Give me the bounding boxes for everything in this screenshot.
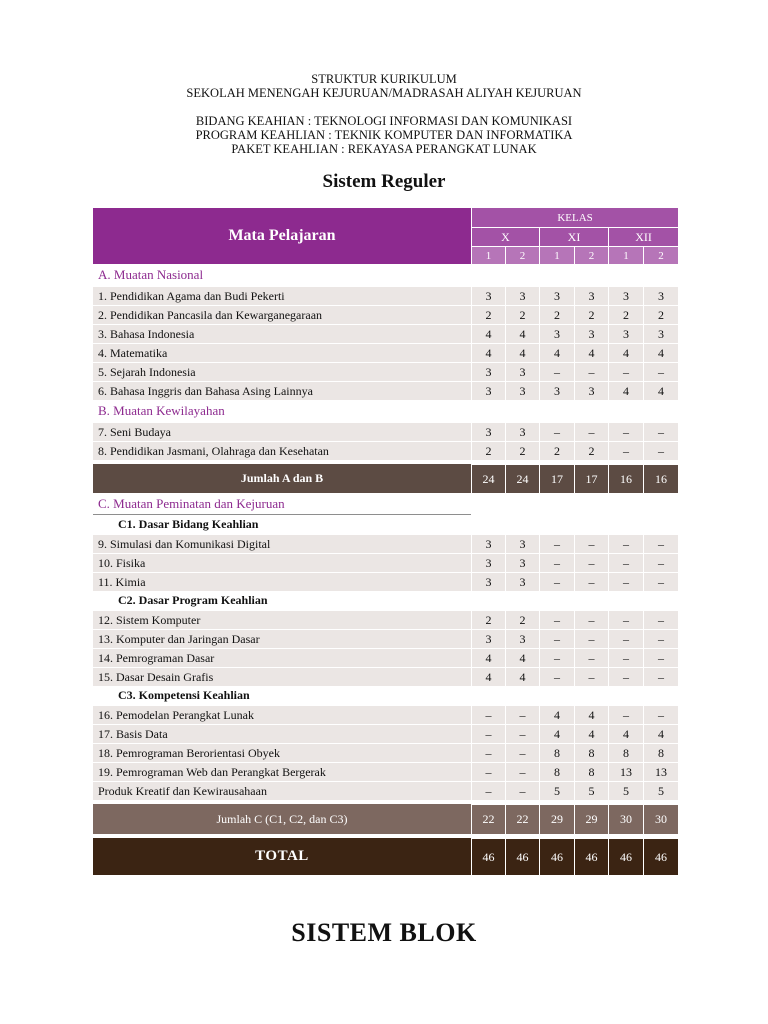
hours-cell: 3: [505, 381, 539, 400]
subject-name: Produk Kreatif dan Kewirausahaan: [93, 781, 471, 800]
subject-name: 9. Simulasi dan Komunikasi Digital: [93, 534, 471, 553]
hours-cell: 5: [574, 781, 608, 800]
subject-name: 5. Sejarah Indonesia: [93, 362, 471, 381]
hours-cell: 3: [505, 286, 539, 305]
hours-cell: 3: [505, 422, 539, 441]
table-row: [93, 762, 678, 781]
hours-cell: 4: [539, 705, 574, 724]
hours-cell: –: [539, 629, 574, 648]
hours-cell: 3: [505, 362, 539, 381]
hours-cell: –: [608, 705, 643, 724]
hours-cell: 3: [505, 534, 539, 553]
hours-cell: 8: [539, 762, 574, 781]
section-a-heading: [93, 264, 678, 286]
curriculum-table: [93, 208, 678, 875]
sum-ab-row: [93, 464, 678, 493]
hours-cell: –: [471, 781, 505, 800]
hours-cell: –: [471, 705, 505, 724]
table-row: [93, 422, 678, 441]
sum-c-row-label: Jumlah C (C1, C2, dan C3): [93, 804, 471, 834]
section-filler: [471, 493, 678, 515]
kelas-header: KELAS: [471, 208, 678, 227]
c2-heading-label: C2. Dasar Program Keahlian: [118, 593, 268, 607]
total-row-value: 46: [471, 838, 505, 875]
hours-cell: 4: [539, 343, 574, 362]
hours-cell: 3: [643, 286, 678, 305]
sum-c-row-value: 30: [643, 804, 678, 834]
hours-cell: –: [608, 667, 643, 686]
hours-cell: 4: [608, 381, 643, 400]
hours-cell: 3: [471, 534, 505, 553]
hours-cell: 4: [471, 324, 505, 343]
subject-name: 13. Komputer dan Jaringan Dasar: [93, 629, 471, 648]
hours-cell: 13: [608, 762, 643, 781]
sum-ab-row-value: 17: [539, 464, 574, 493]
hours-cell: 4: [505, 648, 539, 667]
hours-cell: 4: [608, 343, 643, 362]
hours-cell: 4: [574, 343, 608, 362]
table-row: [93, 667, 678, 686]
document-header-program: [0, 114, 768, 156]
hours-cell: 4: [505, 343, 539, 362]
header-line-4: PROGRAM KEAHLIAN : TEKNIK KOMPUTER DAN INFORMATIKA: [195, 128, 573, 142]
hours-cell: –: [643, 705, 678, 724]
hours-cell: –: [471, 743, 505, 762]
hours-cell: –: [471, 762, 505, 781]
hours-cell: –: [574, 422, 608, 441]
total-row: [93, 838, 678, 875]
hours-cell: –: [608, 648, 643, 667]
table-row: [93, 324, 678, 343]
hours-cell: –: [505, 743, 539, 762]
hours-cell: 3: [471, 381, 505, 400]
hours-cell: 3: [471, 629, 505, 648]
grade-header: XII: [608, 227, 678, 246]
hours-cell: 2: [643, 305, 678, 324]
sistem-blok-title: SISTEM BLOK: [291, 918, 477, 947]
table-row: [93, 553, 678, 572]
hours-cell: 4: [505, 667, 539, 686]
hours-cell: 4: [471, 343, 505, 362]
hours-cell: –: [643, 610, 678, 629]
hours-cell: –: [608, 629, 643, 648]
sum-ab-row-label: Jumlah A dan B: [93, 464, 471, 493]
table-row: [93, 648, 678, 667]
hours-cell: 3: [471, 422, 505, 441]
hours-cell: –: [539, 572, 574, 591]
header-line-5: PAKET KEAHLIAN : REKAYASA PERANGKAT LUNAK: [231, 142, 537, 156]
c1-heading-label: C1. Dasar Bidang Keahlian: [118, 517, 259, 531]
hours-cell: 13: [643, 762, 678, 781]
hours-cell: –: [505, 781, 539, 800]
hours-cell: 3: [574, 286, 608, 305]
section-title: Sistem Reguler: [322, 171, 446, 192]
subject-name: 8. Pendidikan Jasmani, Olahraga dan Kesehatan: [93, 441, 471, 460]
hours-cell: –: [643, 362, 678, 381]
hours-cell: 3: [471, 553, 505, 572]
curriculum-table-container: [93, 208, 678, 875]
sum-c-row-value: 29: [539, 804, 574, 834]
hours-cell: 4: [471, 667, 505, 686]
c3-heading: [93, 686, 678, 705]
table-row: [93, 610, 678, 629]
subject-name: 7. Seni Budaya: [93, 422, 471, 441]
subject-name: 4. Matematika: [93, 343, 471, 362]
hours-cell: 3: [539, 381, 574, 400]
hours-cell: –: [574, 667, 608, 686]
subject-name: 12. Sistem Komputer: [93, 610, 471, 629]
sum-c-row-value: 29: [574, 804, 608, 834]
hours-cell: –: [608, 534, 643, 553]
section-b-heading-label: B. Muatan Kewilayahan: [98, 403, 225, 418]
subject-name: 19. Pemrograman Web dan Perangkat Bergerak: [93, 762, 471, 781]
table-row: [93, 743, 678, 762]
hours-cell: –: [539, 667, 574, 686]
header-line-2: SEKOLAH MENENGAH KEJURUAN/MADRASAH ALIYAH KEJURUAN: [186, 86, 582, 100]
semester-header: 1: [608, 246, 643, 264]
hours-cell: –: [608, 362, 643, 381]
hours-cell: 3: [574, 324, 608, 343]
total-row-value: 46: [643, 838, 678, 875]
subject-name: 3. Bahasa Indonesia: [93, 324, 471, 343]
hours-cell: 8: [574, 762, 608, 781]
hours-cell: –: [539, 553, 574, 572]
hours-cell: 2: [574, 441, 608, 460]
total-row-value: 46: [608, 838, 643, 875]
hours-cell: 8: [574, 743, 608, 762]
hours-cell: –: [574, 648, 608, 667]
sum-ab-row-value: 16: [608, 464, 643, 493]
table-row: [93, 534, 678, 553]
hours-cell: 5: [539, 781, 574, 800]
hours-cell: –: [643, 553, 678, 572]
total-row-value: 46: [574, 838, 608, 875]
hours-cell: 3: [471, 362, 505, 381]
hours-cell: 5: [643, 781, 678, 800]
section-c-heading: [93, 493, 678, 515]
sum-ab-row-value: 16: [643, 464, 678, 493]
subject-name: 16. Pemodelan Perangkat Lunak: [93, 705, 471, 724]
hours-cell: 2: [539, 305, 574, 324]
semester-header: 2: [643, 246, 678, 264]
subject-name: 14. Pemrograman Dasar: [93, 648, 471, 667]
subject-name: 6. Bahasa Inggris dan Bahasa Asing Lainnya: [93, 381, 471, 400]
hours-cell: 3: [505, 572, 539, 591]
sum-c-row-value: 22: [505, 804, 539, 834]
table-row: [93, 572, 678, 591]
hours-cell: 3: [608, 286, 643, 305]
hours-cell: 3: [574, 381, 608, 400]
hours-cell: 4: [505, 324, 539, 343]
c1-heading: [93, 515, 678, 534]
section-a-heading-label: A. Muatan Nasional: [98, 267, 204, 282]
grade-header: X: [471, 227, 539, 246]
total-row-label: TOTAL: [93, 838, 471, 875]
hours-cell: 3: [539, 324, 574, 343]
hours-cell: –: [539, 422, 574, 441]
grade-header: XI: [539, 227, 608, 246]
section-filler: [471, 264, 678, 286]
hours-cell: –: [643, 648, 678, 667]
hours-cell: 5: [608, 781, 643, 800]
hours-cell: 4: [643, 724, 678, 743]
hours-cell: 2: [505, 441, 539, 460]
subject-name: 11. Kimia: [93, 572, 471, 591]
hours-cell: 2: [574, 305, 608, 324]
hours-cell: 2: [471, 441, 505, 460]
subject-name: 15. Dasar Desain Grafis: [93, 667, 471, 686]
hours-cell: 3: [505, 629, 539, 648]
hours-cell: –: [539, 648, 574, 667]
hours-cell: 3: [608, 324, 643, 343]
sum-c-row: [93, 804, 678, 834]
semester-header: 1: [471, 246, 505, 264]
hours-cell: –: [608, 572, 643, 591]
table-row: [93, 286, 678, 305]
semester-header: 1: [539, 246, 574, 264]
section-c-heading-label: C. Muatan Peminatan dan Kejuruan: [93, 493, 471, 515]
sum-ab-row-value: 24: [505, 464, 539, 493]
hours-cell: 2: [505, 610, 539, 629]
table-row: [93, 441, 678, 460]
section-b-heading: [93, 400, 678, 422]
hours-cell: 2: [505, 305, 539, 324]
table-row: [93, 381, 678, 400]
hours-cell: –: [505, 705, 539, 724]
semester-header: 2: [574, 246, 608, 264]
hours-cell: –: [539, 534, 574, 553]
hours-cell: 3: [471, 572, 505, 591]
total-row-value: 46: [539, 838, 574, 875]
hours-cell: 2: [608, 305, 643, 324]
sum-ab-row-value: 17: [574, 464, 608, 493]
hours-cell: –: [505, 762, 539, 781]
hours-cell: –: [643, 629, 678, 648]
table-row: [93, 724, 678, 743]
hours-cell: –: [574, 610, 608, 629]
subject-name: 1. Pendidikan Agama dan Budi Pekerti: [93, 286, 471, 305]
hours-cell: –: [574, 534, 608, 553]
total-row-value: 46: [505, 838, 539, 875]
hours-cell: 3: [471, 286, 505, 305]
sum-c-row-value: 30: [608, 804, 643, 834]
hours-cell: –: [608, 553, 643, 572]
hours-cell: –: [643, 441, 678, 460]
hours-cell: 3: [505, 553, 539, 572]
hours-cell: 4: [574, 705, 608, 724]
hours-cell: 4: [471, 648, 505, 667]
semester-header: 2: [505, 246, 539, 264]
hours-cell: 3: [539, 286, 574, 305]
subject-name: 18. Pemrograman Berorientasi Obyek: [93, 743, 471, 762]
hours-cell: –: [539, 362, 574, 381]
subject-column-header: Mata Pelajaran: [93, 208, 471, 264]
table-row: [93, 705, 678, 724]
hours-cell: 2: [471, 305, 505, 324]
hours-cell: 4: [643, 343, 678, 362]
subject-name: 17. Basis Data: [93, 724, 471, 743]
hours-cell: –: [608, 610, 643, 629]
hours-cell: 8: [608, 743, 643, 762]
c2-heading: [93, 591, 678, 610]
hours-cell: 4: [608, 724, 643, 743]
hours-cell: –: [574, 362, 608, 381]
hours-cell: 2: [539, 441, 574, 460]
hours-cell: 4: [643, 381, 678, 400]
sum-c-row-value: 22: [471, 804, 505, 834]
table-row: [93, 362, 678, 381]
document-header-top: [0, 72, 768, 100]
table-row: [93, 629, 678, 648]
hours-cell: 4: [539, 724, 574, 743]
hours-cell: –: [608, 441, 643, 460]
table-row: [93, 305, 678, 324]
hours-cell: 3: [643, 324, 678, 343]
section-filler: [471, 400, 678, 422]
hours-cell: –: [505, 724, 539, 743]
sum-ab-row-value: 24: [471, 464, 505, 493]
table-row: [93, 343, 678, 362]
subject-name: 2. Pendidikan Pancasila dan Kewarganegaraan: [93, 305, 471, 324]
c3-heading-label: C3. Kompetensi Keahlian: [118, 688, 250, 702]
hours-cell: –: [643, 422, 678, 441]
hours-cell: –: [574, 572, 608, 591]
hours-cell: 4: [574, 724, 608, 743]
hours-cell: –: [471, 724, 505, 743]
hours-cell: 8: [643, 743, 678, 762]
header-line-3: BIDANG KEAHIAN : TEKNOLOGI INFORMASI DAN KOMUNIKASI: [195, 114, 573, 128]
hours-cell: –: [643, 572, 678, 591]
subject-name: 10. Fisika: [93, 553, 471, 572]
hours-cell: 2: [471, 610, 505, 629]
hours-cell: –: [608, 422, 643, 441]
hours-cell: –: [574, 553, 608, 572]
hours-cell: –: [539, 610, 574, 629]
header-line-1: STRUKTUR KURIKULUM: [311, 72, 457, 86]
hours-cell: –: [574, 629, 608, 648]
hours-cell: 8: [539, 743, 574, 762]
table-row: [93, 781, 678, 800]
hours-cell: –: [643, 534, 678, 553]
hours-cell: –: [643, 667, 678, 686]
